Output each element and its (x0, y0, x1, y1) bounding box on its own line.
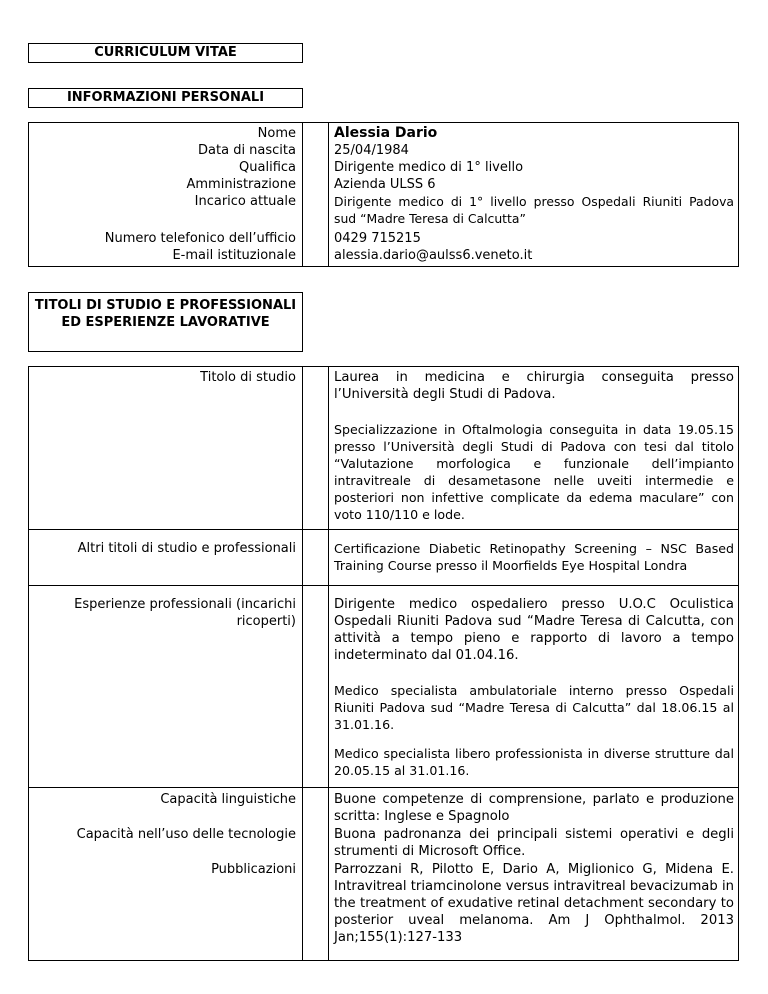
esperienze-p2: Medico specialista ambulatoriale interno presso Ospedali Riuniti Padova sud “Madre Teresa di Calcutta” dal 18.06.15 al 31.01.16. (334, 683, 734, 732)
titles-divider-right (328, 366, 329, 961)
esperienze-p3: Medico specialista libero professionista in diverse strutture dal 20.05.15 al 31.01.16. (334, 746, 734, 778)
personal-divider-right (328, 122, 329, 267)
pubblicazioni-text: Parrozzani R, Pilotto E, Dario A, Miglionico G, Midena E. Intravitreal triamcinolone versus intravitreal bevacizumab in the treatment of exudative retinal detachment secondary to posterior uveal melanoma. Am J Ophthalmol. 2013 Jan;155(1):127-133 (334, 862, 734, 945)
label-titolo-studio: Titolo di studio (200, 370, 296, 385)
value-incarico-line2: sud “Madre Teresa di Calcutta” (334, 211, 526, 226)
label-esperienze-line1: Esperienze professionali (incarichi (74, 597, 296, 612)
lingue-text: Buone competenze di comprensione, parlato e produzione scritta: Inglese e Spagnolo (334, 792, 734, 824)
altri-titoli-text: Certificazione Diabetic Retinopathy Screening – NSC Based Training Course presso il Moorfields Eye Hospital Londra (334, 541, 734, 573)
personal-heading-text: INFORMAZIONI PERSONALI (66, 90, 265, 105)
label-pubblicazioni: Pubblicazioni (211, 862, 296, 877)
titolo-studio-specializzazione: Specializzazione in Oftalmologia conseguita in data 19.05.15 presso l’Università degli Studi di Padova con tesi dal titolo “Valutazione morfologica e funzionale dell’impianto intravitreale di desametasone nelle uveiti intermedie e posteriori non infettive complicate da edema maculare” con voto 110/110 e lode. (334, 422, 734, 522)
value-incarico (334, 193, 734, 227)
label-incarico: Incarico attuale (194, 194, 296, 209)
label-altri-titoli: Altri titoli di studio e professionali (77, 541, 296, 556)
personal-heading (28, 88, 303, 108)
label-qualifica: Qualifica (239, 160, 296, 175)
cv-title-text: CURRICULUM VITAE (94, 45, 237, 60)
row-separator-2 (28, 585, 739, 586)
esperienze-p1: Dirigente medico ospedaliero presso U.O.C Oculistica Ospedali Riuniti Padova sud “Madre Teresa di Calcutta, con attività a tempo pieno e rapporto di lavoro a tempo indeterminato dal 01.04.16. (334, 597, 734, 663)
titolo-studio-laurea: Laurea in medicina e chirurgia conseguita presso l’Università degli Studi di Padova. (334, 370, 734, 402)
value-amministrazione: Azienda ULSS 6 (334, 177, 436, 192)
titles-divider-left (302, 366, 303, 961)
personal-divider-left (302, 122, 303, 267)
label-esperienze-line2: ricoperti) (236, 614, 296, 629)
label-amministrazione: Amministrazione (186, 177, 296, 192)
tecnologie-text: Buona padronanza dei principali sistemi operativi e degli strumenti di Microsoft Office. (334, 827, 734, 859)
value-incarico-line1: Dirigente medico di 1° livello presso Ospedali Riuniti Padova (334, 194, 734, 209)
value-email: alessia.dario@aulss6.veneto.it (334, 248, 533, 263)
titles-heading-text: TITOLI DI STUDIO E PROFESSIONALI ED ESPERIENZE LAVORATIVE (34, 298, 297, 330)
value-qualifica: Dirigente medico di 1° livello (334, 160, 524, 175)
label-telefono: Numero telefonico dell’ufficio (104, 231, 296, 246)
row-separator-1 (28, 529, 739, 530)
value-telefono: 0429 715215 (334, 231, 421, 246)
label-esperienze (74, 596, 296, 630)
label-tecnologie: Capacità nell’uso delle tecnologie (76, 827, 296, 842)
cv-title (28, 43, 303, 63)
label-data-nascita: Data di nascita (198, 143, 296, 158)
label-email: E-mail istituzionale (172, 248, 296, 263)
value-nome: Alessia Dario (334, 125, 438, 141)
label-nome: Nome (257, 126, 296, 141)
label-lingue: Capacità linguistiche (160, 792, 296, 807)
row-separator-3 (28, 787, 739, 788)
value-data-nascita: 25/04/1984 (334, 143, 409, 158)
titles-heading (28, 292, 303, 352)
